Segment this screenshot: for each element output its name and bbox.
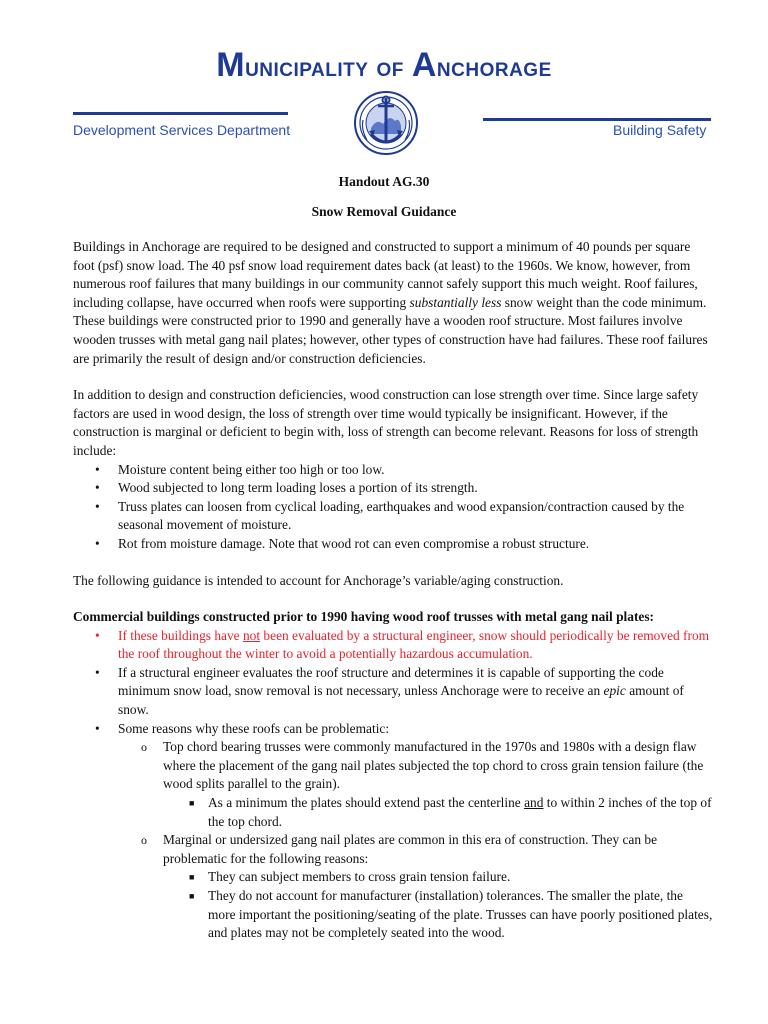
list-item xyxy=(73,664,713,720)
list-item-text: Marginal or undersized gang nail plates are common in this era of construction. They can be problematic for the following reasons: xyxy=(163,832,658,866)
square-bullet-icon: ■ xyxy=(189,872,195,883)
sub-sub-list-item xyxy=(73,868,713,887)
list-item-text: They do not account for manufacturer (installation) tolerances. The smaller the plate, the more important the positioning/seating of the plate. Trusses can have poorly positioned plates, and plates may not be completely seated into the wood. xyxy=(208,888,713,941)
list-item-text: Rot from moisture damage. Note that wood rot can even compromise a robust structure. xyxy=(118,535,590,551)
bullet-icon: • xyxy=(95,664,100,680)
sub-sub-list-item xyxy=(73,794,713,831)
emphasis-text: substantially less xyxy=(409,294,502,310)
paragraph-guidance: The following guidance is intended to account for Anchorage’s variable/aging construction. xyxy=(73,572,564,588)
document-body xyxy=(73,238,713,943)
list-item-text: Moisture content being either too high or too low. xyxy=(118,461,385,477)
list-item-text: They can subject members to cross grain tension failure. xyxy=(208,869,511,885)
text-run: been evaluated by a structural engineer, snow should periodically be removed from the roof throughout the winter to avoid a potentially hazardous accumulation. xyxy=(118,627,710,662)
underlined-text: and xyxy=(524,795,544,811)
bullet-icon: • xyxy=(95,480,100,496)
text-run: If a structural engineer evaluates the roof structure and determines it is capable of supporting the code minimum snow load, snow removal is not necessary, unless Anchorage were to receive an xyxy=(118,664,664,699)
text-run: amount of snow. xyxy=(118,683,684,718)
list-item xyxy=(73,498,713,535)
text-run: If these buildings have xyxy=(118,627,243,643)
bullet-icon: • xyxy=(95,627,100,643)
sub-list-item xyxy=(73,738,713,794)
emphasis-text: epic xyxy=(603,683,626,699)
paragraph-intro xyxy=(73,238,713,368)
circle-bullet-icon: o xyxy=(141,740,147,755)
square-bullet-icon: ■ xyxy=(189,798,195,809)
handout-number: Handout AG.30 xyxy=(338,174,430,189)
title-letter: A xyxy=(411,46,437,84)
list-item xyxy=(73,479,713,498)
department-left: Development Services Department xyxy=(73,122,291,138)
underlined-text: not xyxy=(242,627,261,643)
header-rule-right xyxy=(483,118,711,121)
title-letter: M xyxy=(216,46,246,84)
strength-reasons-list xyxy=(73,461,713,554)
list-item xyxy=(73,535,713,554)
title-word: unicipality xyxy=(245,52,369,82)
section-heading-commercial: Commercial buildings constructed prior to 1990 having wood roof trusses with metal gang nail plates: xyxy=(73,609,655,625)
document-title: Snow Removal Guidance xyxy=(311,204,457,219)
text-run: Buildings in Anchorage are required to be designed and constructed to support a minimum of 40 pounds per square foot (psf) snow load. The 40 psf snow load requirement dates back (at least) to the 1960s. We know, however, from numerous roof failures that many buildings in our community cannot safely support this much weight. Roof failures, including collapse, have occurred when roofs were supporting xyxy=(73,239,698,310)
department-right: Building Safety xyxy=(613,122,707,138)
sub-sub-list-item xyxy=(73,887,713,943)
title-word: nchorage xyxy=(436,52,552,82)
bullet-icon: • xyxy=(95,535,100,551)
sub-list-item xyxy=(73,831,713,868)
bullet-icon: • xyxy=(95,498,100,514)
bullet-icon: • xyxy=(95,461,100,477)
square-bullet-icon: ■ xyxy=(189,891,195,901)
list-item xyxy=(73,461,713,480)
text-run: snow weight than the code minimum. These buildings were constructed prior to 1990 and generally have a wooden roof structure. Most failures involve wooden trusses with metal gang nail plates; however, other types of construction have had failures. These roof failures are primarily the result of design and/or construction deficiencies. xyxy=(73,294,708,366)
anchorage-seal-icon xyxy=(353,90,419,156)
text-run: As a minimum the plates should extend past the centerline xyxy=(208,795,525,811)
header-rule-left xyxy=(73,112,288,115)
text-run: to within 2 inches of the top of the top chord. xyxy=(208,795,712,829)
bullet-icon: • xyxy=(95,720,100,736)
list-item-text: Top chord bearing trusses were commonly manufactured in the 1970s and 1980s with a design flaw where the placement of the gang nail plates subjected the top chord to cross grain tension failure (the wood splits parallel to the grain). xyxy=(163,739,704,792)
list-item-text: Wood subjected to long term loading loses a portion of its strength. xyxy=(118,480,478,496)
list-item-text: Truss plates can loosen from cyclical loading, earthquakes and wood expansion/contraction caused by the seasonal movement of moisture. xyxy=(118,498,685,533)
paragraph-strength: In addition to design and construction deficiencies, wood construction can lose strength over time. Since large safety factors are used in wood design, the loss of strength over time would typically be insignificant. However, if the construction is marginal or deficient to begin with, loss of strength can become relevant. Reasons for loss of strength include: xyxy=(73,387,699,458)
list-item-text: Some reasons why these roofs can be problematic: xyxy=(118,720,390,736)
warning-list-item xyxy=(73,627,713,664)
list-item xyxy=(73,720,713,739)
title-word: of xyxy=(376,52,404,82)
masthead-title xyxy=(0,46,768,85)
circle-bullet-icon: o xyxy=(141,833,147,848)
commercial-list xyxy=(73,627,713,943)
